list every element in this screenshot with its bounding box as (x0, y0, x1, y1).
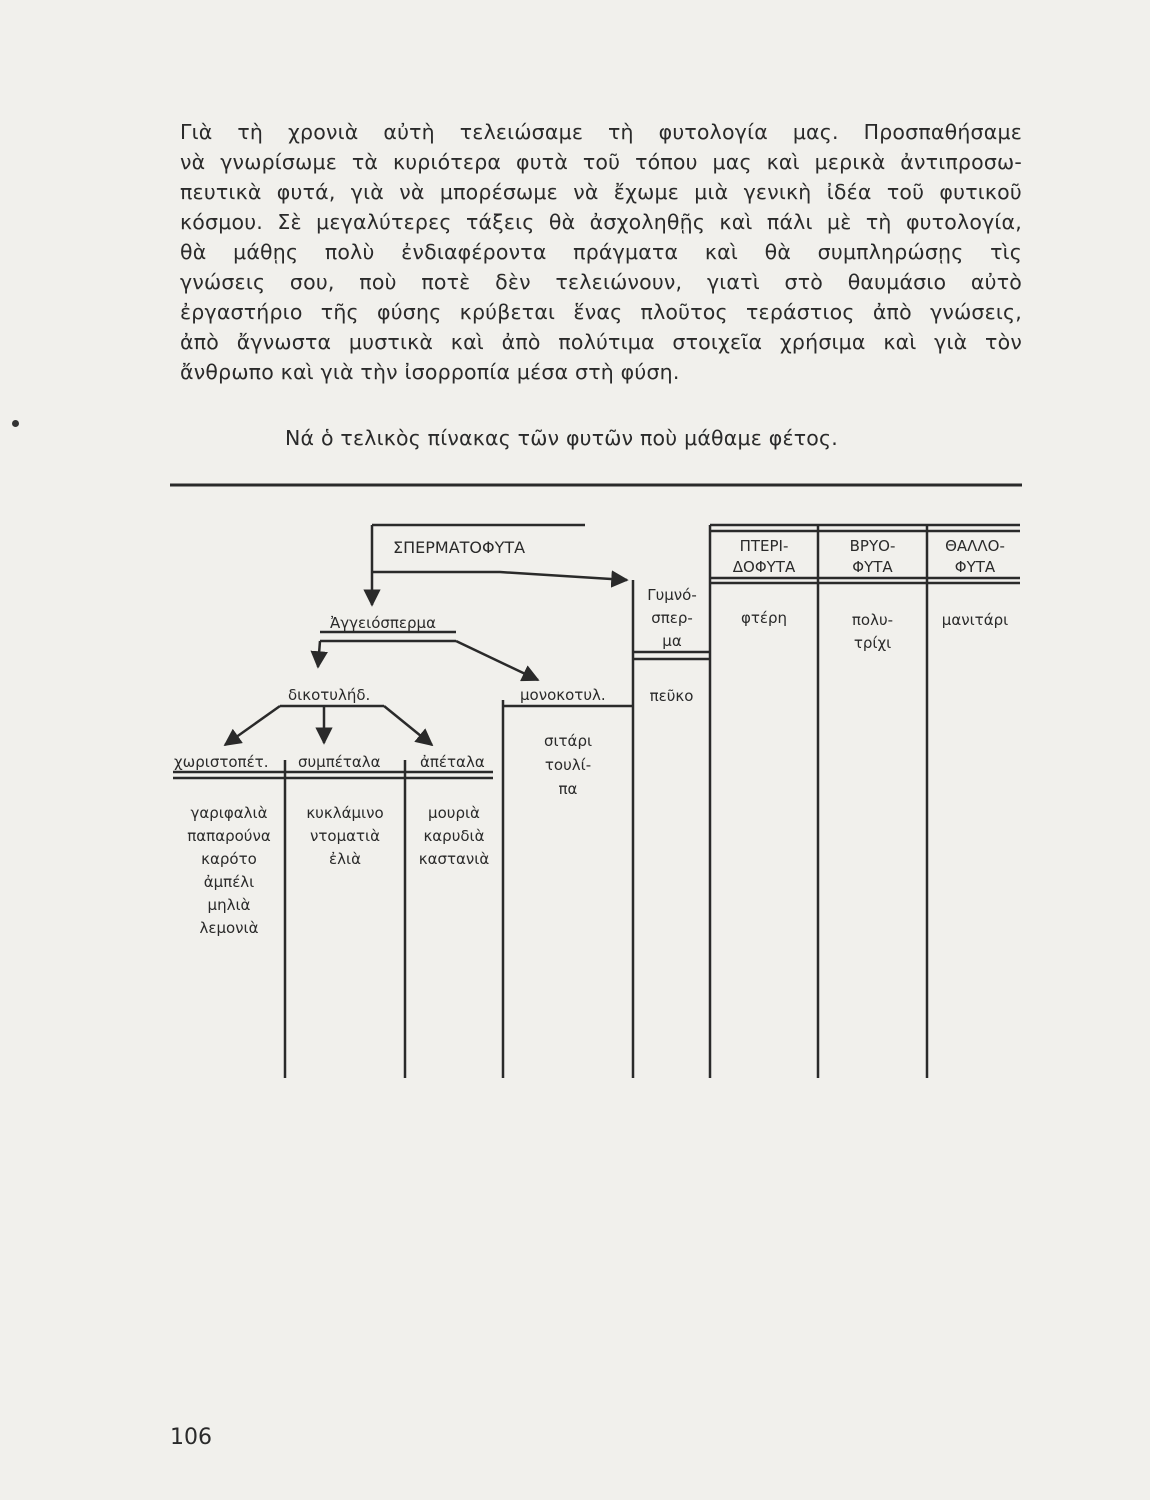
example-monocots: τουλί- (544, 756, 592, 774)
arrow-to-gymnosperms (372, 572, 627, 580)
example-choripetalae: γαριφαλιὰ (190, 804, 268, 822)
paragraph-line: Γιὰ τὴ χρονιὰ αὐτὴ τελειώσαμε τὴ φυτολογία μας. Προσπαθήσαμε (180, 120, 1022, 144)
example-choripetalae: ἀμπέλι (203, 873, 255, 891)
stray-dot (12, 420, 19, 427)
apetalae-label: ἀπέταλα (420, 753, 485, 771)
angiosperms-label: Ἀγγειόσπερμα (330, 614, 436, 632)
example-bryophyta: τρίχι (853, 634, 892, 652)
bryophyta-header-line: ΒΡΥΟ- (849, 537, 896, 555)
example-thallophyta: μανιτάρι (941, 611, 1009, 629)
intro-sentence: Νά ὁ τελικὸς πίνακας τῶν φυτῶν ποὺ μάθαμε φέτος. (285, 426, 838, 450)
arrow-to-monocots (456, 641, 538, 680)
example-choripetalae: παπαρούνα (187, 827, 271, 845)
example-sympetalae: ντοματιὰ (309, 827, 380, 845)
paragraph-line: θὰ μάθῃς πολὺ ἐνδιαφέροντα πράγματα καὶ θὰ συμπληρώσῃς τὶς (180, 240, 1022, 264)
arrow-to-apetalae (384, 706, 432, 745)
dicots-label: δικοτυλήδ. (288, 686, 371, 704)
monocots-label: μονοκοτυλ. (520, 686, 606, 704)
pteridophyta-header-line: ΠΤΕΡΙ- (739, 537, 789, 555)
bryophyta-header-line: ΦΥΤΑ (852, 558, 893, 576)
example-apetalae: καστανιὰ (418, 850, 490, 868)
arrow-to-dicots (318, 641, 320, 667)
example-pteridophyta: φτέρη (740, 609, 788, 627)
gymnosperms-label-line: μα (662, 632, 682, 650)
paragraph-line: ἄνθρωπο καὶ γιὰ τὴν ἰσορροπία μέσα στὴ φύση. (180, 360, 680, 384)
thallophyta-header-line: ΘΑΛΛΟ- (945, 537, 1005, 555)
example-sympetalae: κυκλάμινο (306, 804, 384, 822)
page-number: 106 (170, 1425, 212, 1450)
spermatophyta-label: ΣΠΕΡΜΑΤΟΦΥΤΑ (393, 538, 526, 557)
example-choripetalae: λεμονιὰ (199, 919, 259, 937)
example-bryophyta: πολυ- (851, 611, 894, 629)
paragraph-line: κόσμου. Σὲ μεγαλύτερες τάξεις θὰ ἀσχοληθῇς καὶ πάλι μὲ τὴ φυτολογία, (180, 210, 1022, 234)
example-choripetalae: καρότο (201, 850, 257, 868)
example-monocots: πα (558, 780, 578, 798)
example-apetalae: καρυδιὰ (423, 827, 485, 845)
choripetalae-label: χωριστοπέτ. (174, 753, 269, 771)
example-apetalae: μουριὰ (428, 804, 480, 822)
gymnosperms-label-line: σπερ- (651, 609, 693, 627)
gymnosperms-label-line: Γυμνό- (647, 586, 697, 604)
example-choripetalae: μηλιὰ (207, 896, 251, 914)
paragraph-line: πευτικὰ φυτά, γιὰ νὰ μπορέσωμε νὰ ἔχωμε μιὰ γενικὴ ἰδέα τοῦ φυτικοῦ (180, 180, 1022, 204)
thallophyta-header-line: ΦΥΤΑ (954, 558, 996, 576)
arrow-to-choripetalae (225, 706, 280, 745)
paragraph-line: γνώσεις σου, ποὺ ποτὲ δὲν τελειώνουν, γιατὶ στὸ θαυμάσιο αὐτὸ (180, 270, 1022, 294)
paragraph-line: ἀπὸ ἄγνωστα μυστικὰ καὶ ἀπὸ πολύτιμα στοιχεῖα χρήσιμα καὶ γιὰ τὸν (180, 330, 1022, 354)
paragraph-line: νὰ γνωρίσωμε τὰ κυριότερα φυτὰ τοῦ τόπου μας καὶ μερικὰ ἀντιπροσω- (180, 150, 1022, 174)
example-gymnosperms: πεῦκο (649, 687, 694, 705)
paragraph-line: ἐργαστήριο τῆς φύσης κρύβεται ἕνας πλοῦτος τεράστιος ἀπὸ γνώσεις, (180, 300, 1022, 324)
sympetalae-label: συμπέταλα (298, 753, 381, 771)
pteridophyta-header-line: ΔΟΦΥΤΑ (732, 558, 796, 576)
example-monocots: σιτάρι (543, 732, 593, 750)
example-sympetalae: ἐλιὰ (329, 850, 361, 868)
